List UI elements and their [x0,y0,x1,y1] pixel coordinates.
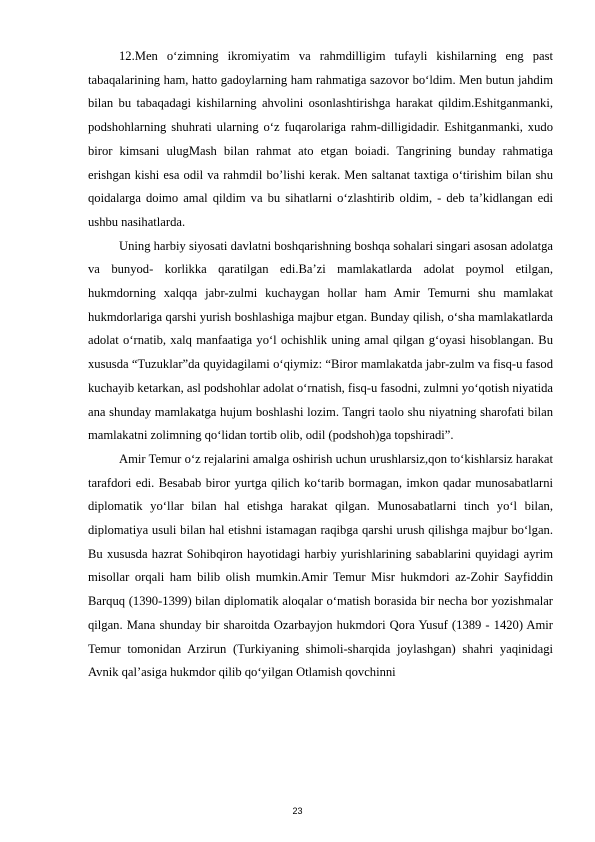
paragraph-3: Amir Temur o‘z rejalarini amalga oshirish uchun urushlarsiz,qon to‘kishlarsiz harakat tarafdori edi. Besabab biror yurtga qilich ko‘tarib bormagan, imkon qadar munosabatlarni diplomatik yo‘llar bilan hal etishga harakat qilgan. Munosabatlarni tinch yo‘l bilan, diplomatiya usuli bilan hal etishni istamagan raqibga qarshi urush qilishga majbur bo‘lgan. Bu xususda hazrat Sohibqiron hayotidagi harbiy yurishlarining sabablarini quyidagi ayrim misollar orqali ham bilib olish mumkin.Amir Temur Misr hukmdori az-Zohir Sayfiddin Barquq (1390-1399) bilan diplomatik aloqalar o‘matish borasida bir necha bor yozishmalar qilgan. Mana shunday bir sharoitda Ozarbayjon hukmdori Qora Yusuf (1389 - 1420) Amir Temur tomonidan Arzirun (Turkiyaning shimoli-sharqida joylashgan) shahri yaqinidagi Avnik qal’asiga hukmdor qilib qo‘yilgan Otlamish qovchinni [88,451,553,680]
page-number: 23 [292,806,303,816]
paragraph-1: 12.Men o‘zimning ikromiyatim va rahmdilligim tufayli kishilarning eng past tabaqalarining ham, hatto gadoylarning ham rahmatiga sazovor bo‘ldim. Men butun jahdim bilan bu tabaqadagi kishilarning ahvolini osonlashtirishga harakat qildim.Eshitganmanki, podshohlarning shuhrati ularning o‘z fuqarolariga rahm-dilligidadir. Eshitganmanki, xudo biror kimsani ulugMash bilan rahmat ato etgan boiadi. Tangrining bunday rahmatiga erishgan kishi esa odil va rahmdil bo’lishi kerak. Men saltanat taxtiga o‘tirishim bilan shu qoidalarga doimo amal qildim va bu sihatlarni o‘zlashtirib oldim, - deb ta’kidlangan edi ushbu nasihatlarda. [88,49,553,229]
paragraph-2: Uning harbiy siyosati davlatni boshqarishning boshqa sohalari singari asosan adolatga va bunyod- korlikka qaratilgan edi.Ba’zi mamlakatlarda adolat poymol etilgan, hukmdorning xalqqa jabr-zulmi kuchaygan hollar ham Amir Temurni shu mamlakat hukmdorlariga qarshi yurish boshlashiga majbur etgan. Bunday qilish, o‘sha mamlakatlarda adolat o‘rnatib, xalq manfaatiga yo‘l ochishlik uning amal qilgan g‘oyasi hisoblangan. Bu xususda “Tuzuklar”da quyidagilami o‘qiymiz: “Biror mamlakatda jabr-zulm va fisq-u fasod kuchayib ketarkan, asl podshohlar adolat o‘rnatish, fisq-u fasodni, zulmni yo‘qotish niyatida ana shunday mamlakatga hujum boshlashi lozim. Tangri taolo shu niyatning sharofati bilan mamlakatni zolimning qo‘lidan tortib olib, odil (podshoh)ga topshiradi”. [88,238,553,443]
document-page [88,45,553,685]
